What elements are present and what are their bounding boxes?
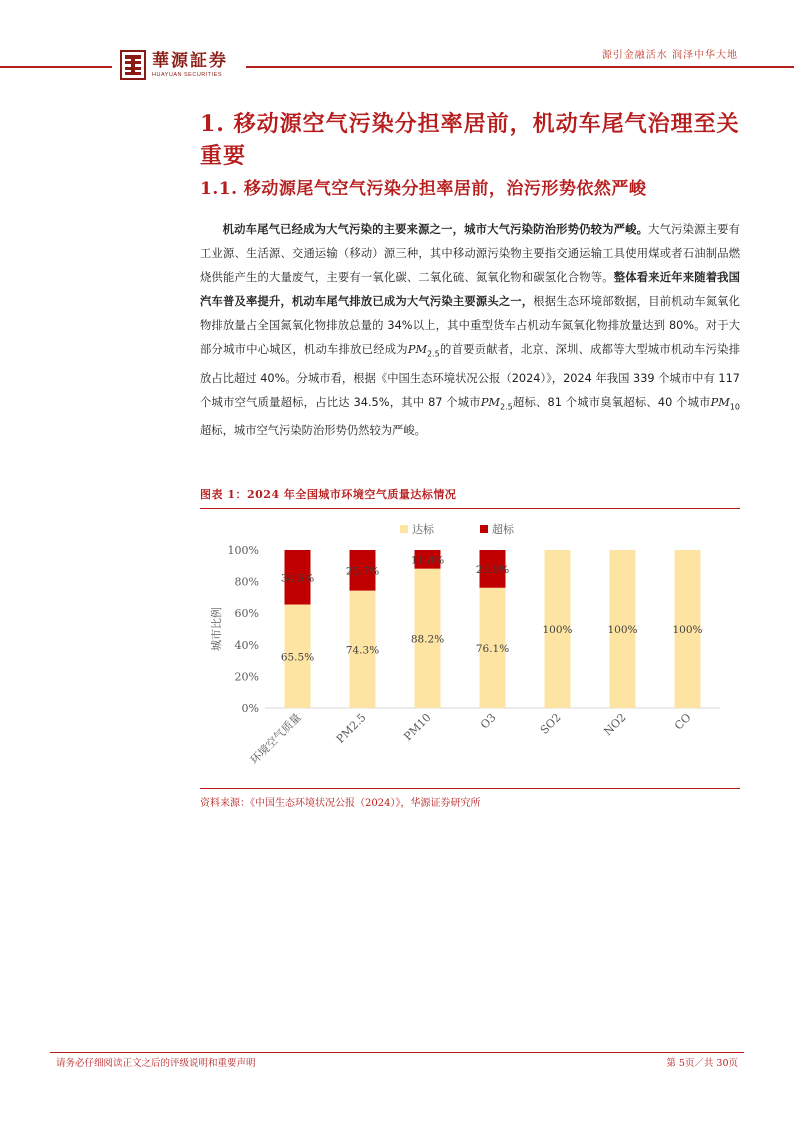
x-tick-label: PM10 bbox=[401, 710, 434, 744]
section-heading: 1. 移动源空气污染分担率居前，机动车尾气治理至关重要 bbox=[200, 111, 740, 169]
x-tick-label: O3 bbox=[478, 710, 499, 732]
pm-symbol: PM bbox=[480, 395, 500, 409]
data-label: 65.5% bbox=[280, 651, 315, 664]
pm-subscript: 2.5 bbox=[427, 349, 440, 359]
x-tick-label: NO2 bbox=[601, 710, 629, 739]
y-tick-label: 60% bbox=[234, 607, 259, 621]
data-label: 23.9% bbox=[475, 563, 510, 576]
legend-label: 超标 bbox=[492, 523, 514, 536]
stacked-bar-chart bbox=[200, 512, 740, 786]
paragraph-lead-bold: 机动车尾气已经成为大气污染的主要来源之一，城市大气污染防治形势仍较为严峻。 bbox=[222, 223, 649, 236]
y-tick-label: 40% bbox=[234, 638, 259, 652]
pm-subscript: 10 bbox=[729, 402, 740, 412]
pm-subscript: 2.5 bbox=[500, 402, 513, 412]
x-tick-label: CO bbox=[672, 710, 694, 733]
paragraph-key-point-bold: 整体看来近年来随着我国汽车普及率提升，机动车尾气排放已成为大气污染主要源头之一， bbox=[200, 271, 740, 309]
paragraph-text: 超标，城市空气污染防治形势仍然较为严峻。 bbox=[200, 424, 426, 438]
company-logo bbox=[120, 48, 240, 82]
header-divider-right bbox=[246, 66, 794, 68]
y-tick-label: 0% bbox=[241, 702, 259, 715]
figure-caption: 图表 1：2024 年全国城市环境空气质量达标情况 bbox=[200, 488, 457, 501]
x-tick-label: PM2.5 bbox=[333, 710, 369, 746]
data-label: 88.2% bbox=[410, 633, 445, 646]
footer-disclaimer: 请务必仔细阅读正文之后的评级说明和重要声明 bbox=[56, 1058, 256, 1069]
paragraph-text: 的首要贡献者，北京、深圳、成都等大型城市机动车污染排放占比超过 40%。分城市看，根据《中国生态环境状况公报（2024）》，2024 年我国 339 个城市中有 117 个城市空气质量超标，占比达 34.5%，其中 87 个城市 bbox=[200, 343, 740, 409]
body-paragraph bbox=[200, 218, 740, 443]
data-label: 34.5% bbox=[280, 572, 315, 585]
subsection-heading: 1.1. 移动源尾气空气污染分担率居前，治污形势依然严峻 bbox=[200, 179, 647, 199]
legend-label: 达标 bbox=[412, 523, 434, 536]
figure-source: 资料来源：《中国生态环境状况公报（2024）》，华源证券研究所 bbox=[200, 798, 481, 809]
footer-rule bbox=[50, 1052, 744, 1053]
logo-english-name: HUAYUAN SECURITIES bbox=[152, 72, 223, 78]
header-divider-left bbox=[0, 66, 112, 68]
x-tick-label: 环境空气质量 bbox=[247, 710, 304, 767]
data-label: 74.3% bbox=[345, 644, 380, 657]
pm-symbol: PM bbox=[710, 395, 730, 409]
data-label: 25.7% bbox=[345, 565, 380, 578]
logo-chinese-name: 華源証券 bbox=[152, 51, 228, 71]
figure-top-rule bbox=[200, 508, 740, 509]
paragraph-text: 根据生态环境部数据，目前机动车氮氧化物排放量占全国氮氧化物排放总量的 34%以上，其中重型货车占机动车氮氧化物排放量达到 80%。对于大部分城市中心城区，机动车排放已经成为 bbox=[200, 295, 740, 357]
y-tick-label: 80% bbox=[234, 575, 259, 589]
chart-svg bbox=[200, 512, 740, 786]
paragraph-text: 超标、81 个城市臭氧超标、40 个城市 bbox=[512, 395, 711, 409]
data-label: 76.1% bbox=[475, 642, 510, 655]
figure-bottom-rule bbox=[200, 788, 740, 789]
x-tick-label: SO2 bbox=[537, 710, 564, 737]
paragraph-text: 大气污染源主要有工业源、生活源、交通运输（移动）源三种，其中移动源污染物主要指交通运输工具使用煤或者石油制品燃烧供能产生的大量废气，主要有一氧化碳、二氧化硫、氮氧化物和碳氢化合物等。 bbox=[200, 223, 740, 285]
legend-swatch bbox=[400, 525, 408, 533]
y-axis-label: 城市比例 bbox=[210, 607, 223, 651]
logo-seal-icon bbox=[120, 50, 146, 80]
y-tick-label: 20% bbox=[234, 670, 259, 684]
data-label: 11.8% bbox=[410, 554, 445, 567]
y-tick-label: 100% bbox=[227, 544, 259, 557]
page-number: 第 5页／共 30页 bbox=[666, 1058, 738, 1069]
data-label: 100% bbox=[542, 624, 573, 636]
header-slogan: 源引金融活水 润泽中华大地 bbox=[601, 50, 738, 61]
pm-symbol: PM bbox=[407, 343, 428, 357]
legend-swatch bbox=[480, 525, 488, 533]
data-label: 100% bbox=[672, 624, 703, 636]
data-label: 100% bbox=[607, 624, 638, 636]
